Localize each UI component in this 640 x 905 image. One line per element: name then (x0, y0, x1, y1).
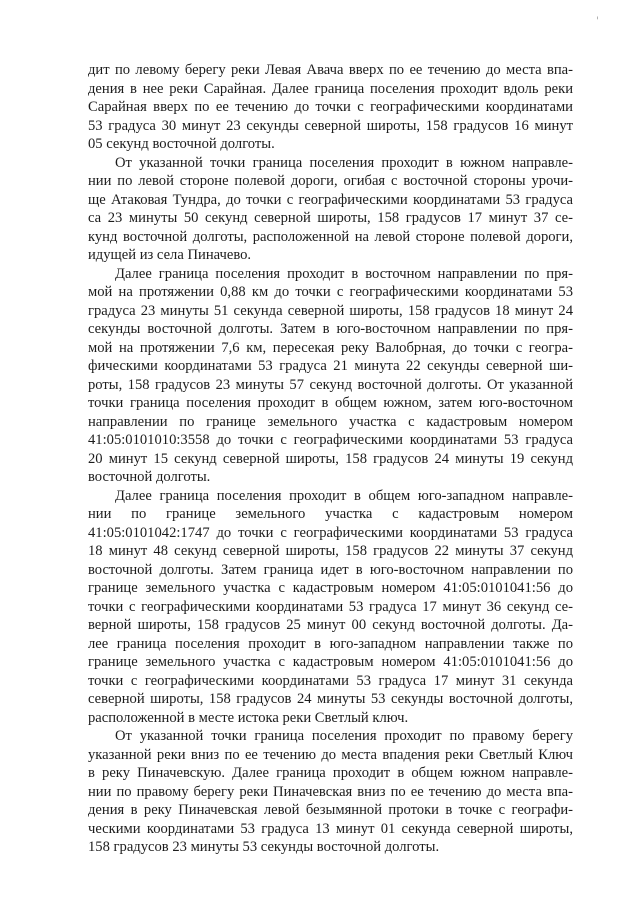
text-line: Далее граница поселения проходит в общем юго-западном направле- (115, 487, 573, 504)
text-line: нии по границе земельного участка с кадастровым номером (88, 506, 573, 522)
text-line: роты, 158 градусов 23 минуты 57 секунд восточной долготы. От указанной (88, 376, 573, 393)
text-line: мой на протяжении 0,88 км до точки с географическими координатами 53 (88, 284, 573, 300)
text-line: расположенной в месте истока реки Светлый ключ. (88, 709, 409, 726)
text-line: мой на протяжении 7,6 км, пересекая реку Валобрная, до точки с геогра- (88, 339, 573, 356)
text-line: От указанной точки граница поселения проходит по правому берегу (115, 728, 573, 744)
paragraph-4 (88, 487, 573, 728)
text-line: 53 градуса 30 минут 23 секунды северной широты, 158 градусов 16 минут (88, 117, 573, 134)
page-corner-mark: ' (596, 16, 599, 27)
text-line: лее граница поселения проходит в юго-западном направлении также по (88, 635, 573, 652)
text-line: северной широты, 158 градусов 24 минуты 53 секунды восточной долготы, (88, 691, 573, 707)
text-line: 05 секунд восточной долготы. (88, 136, 275, 152)
text-line: 18 минут 48 секунд северной широты, 158 градусов 22 минуты 37 секунд (88, 543, 573, 559)
text-line: фическими координатами 53 градуса 21 минута 22 секунды северной ши- (88, 358, 573, 374)
text-line: секунды восточной долготы. Затем в юго-восточном направлении по пря- (88, 321, 573, 337)
text-line: точки с географическими координатами 53 градуса 17 минут 31 секунда (88, 672, 573, 689)
document-body (88, 61, 573, 857)
text-line: дения в реку Пиначевская левой безымянной протоки в точке с географи- (88, 802, 573, 818)
text-line: в реку Пиначевскую. Далее граница проходит в общем южном направле- (88, 765, 573, 781)
text-line: точки с географическими координатами 53 градуса 17 минут 36 секунд се- (88, 598, 573, 615)
text-line: точки граница поселения проходит в общем южном, затем юго-восточном (88, 395, 573, 411)
text-line: идущей из села Пиначево. (88, 247, 252, 263)
text-line: 20 минут 15 секунд северной широты, 158 градусов 24 минуты 19 секунд (88, 450, 573, 467)
paragraph-2 (88, 154, 573, 265)
text-line: границе земельного участка с кадастровым номером 41:05:0101041:56 до (88, 580, 573, 596)
text-line: градуса 23 минуты 51 секунда северной широты, 158 градусов 18 минут 24 (88, 302, 573, 319)
text-line: указанной реки вниз по ее течению до места впадения реки Светлый Ключ (88, 746, 573, 763)
text-line: восточной долготы. (88, 469, 211, 485)
paragraph-5 (88, 727, 573, 857)
text-line: Сарайная вверх по ее течению до точки с географическими координатами (88, 99, 573, 115)
text-line: 158 градусов 23 минуты 53 секунды восточной долготы. (88, 839, 440, 855)
paragraph-1 (88, 61, 573, 154)
text-line: нии по левой стороне полевой дороги, огибая с восточной стороны урочи- (88, 173, 573, 189)
paragraph-3 (88, 265, 573, 487)
text-line: кунд восточной долготы, расположенной на левой стороне полевой дороги, (88, 228, 573, 245)
text-line: са 23 минуты 50 секунд северной широты, 158 градусов 17 минут 37 се- (88, 210, 573, 226)
text-line: верной широты, 158 градусов 25 минут 00 секунд восточной долготы. Да- (88, 617, 573, 633)
text-line: От указанной точки граница поселения проходит в южном направле- (115, 154, 573, 171)
text-line: дит по левому берегу реки Левая Авача вверх по ее течению до места впа- (88, 62, 573, 78)
text-line: 41:05:0101042:1747 до точки с географическими координатами 53 градуса (88, 524, 573, 541)
text-line: ще Атаковая Тундра, до точки с географическими координатами 53 градуса (88, 191, 573, 208)
text-line: Далее граница поселения проходит в восточном направлении по пря- (115, 265, 573, 282)
text-line: границе земельного участка с кадастровым номером 41:05:0101041:56 до (88, 654, 573, 670)
text-line: направлении по границе земельного участка с кадастровым номером (88, 413, 573, 430)
text-line: ческими координатами 53 градуса 13 минут 01 секунда северной широты, (88, 820, 573, 837)
text-line: 41:05:0101010:3558 до точки с географическими координатами 53 градуса (88, 432, 573, 448)
text-line: нии по правому берегу реки Пиначевская вниз по ее течению до места впа- (88, 783, 573, 800)
text-line: восточной долготы. Затем граница идет в юго-восточном направлении по (88, 561, 573, 578)
text-line: дения в нее реки Сарайная. Далее граница поселения проходит вдоль реки (88, 80, 573, 97)
